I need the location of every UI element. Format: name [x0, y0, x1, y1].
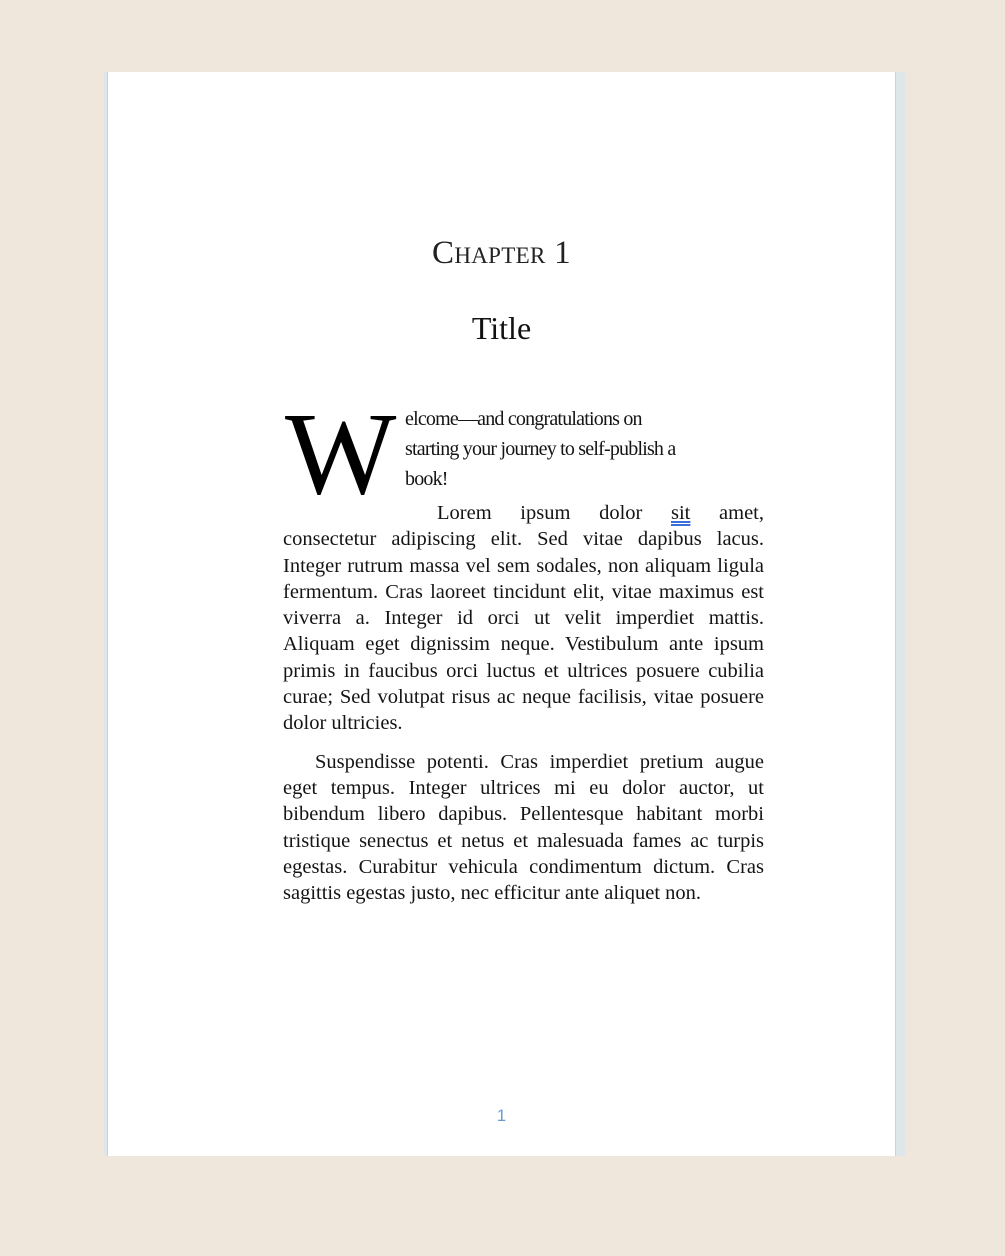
spellcheck-underlined-word[interactable]: sit	[671, 502, 691, 524]
paragraph-1-text-start: Lorem ipsum dolor	[437, 502, 671, 524]
body-text[interactable]	[283, 388, 764, 906]
intro-line-1[interactable]: elcome—and congratulations on	[405, 408, 642, 430]
paragraph-1-text-end: amet, consectetur adipiscing elit. Sed vitae dapibus lacus. Integer rutrum massa vel sem sodales, non aliquam ligula fermentum. Cras laoreet tincidunt elit, vitae maximus est viverra a. Integer id orci ut velit imperdiet mattis. Aliquam eget dignissim neque. Vestibulum ante ipsum primis in faucibus orci luctus et ultrices posuere cubilia curae; Sed volutpat risus ac neque facilisis, vitae posuere dolor ultricies.	[283, 502, 764, 735]
chapter-heading[interactable]: Chapter 1	[432, 235, 571, 271]
document-page[interactable]	[107, 72, 896, 1156]
intro-line-3[interactable]: book!	[405, 468, 448, 490]
chapter-title[interactable]: Title	[471, 310, 532, 346]
page-number: 1	[496, 1106, 507, 1125]
paragraph-1[interactable]	[283, 500, 764, 737]
paragraph-2[interactable]: Suspendisse potenti. Cras imperdiet pretium augue eget tempus. Integer ultrices mi eu dolor auctor, ut bibendum libero dapibus. Pellentesque habitant morbi tristique senectus et netus et malesuada fames ac turpis egestas. Curabitur vehicula condimentum dictum. Cras sagittis egestas justo, nec efficitur ante aliquet non.	[283, 750, 764, 905]
drop-cap[interactable]: W	[285, 388, 397, 519]
intro-line-2[interactable]: starting your journey to self-publish a	[405, 438, 676, 460]
